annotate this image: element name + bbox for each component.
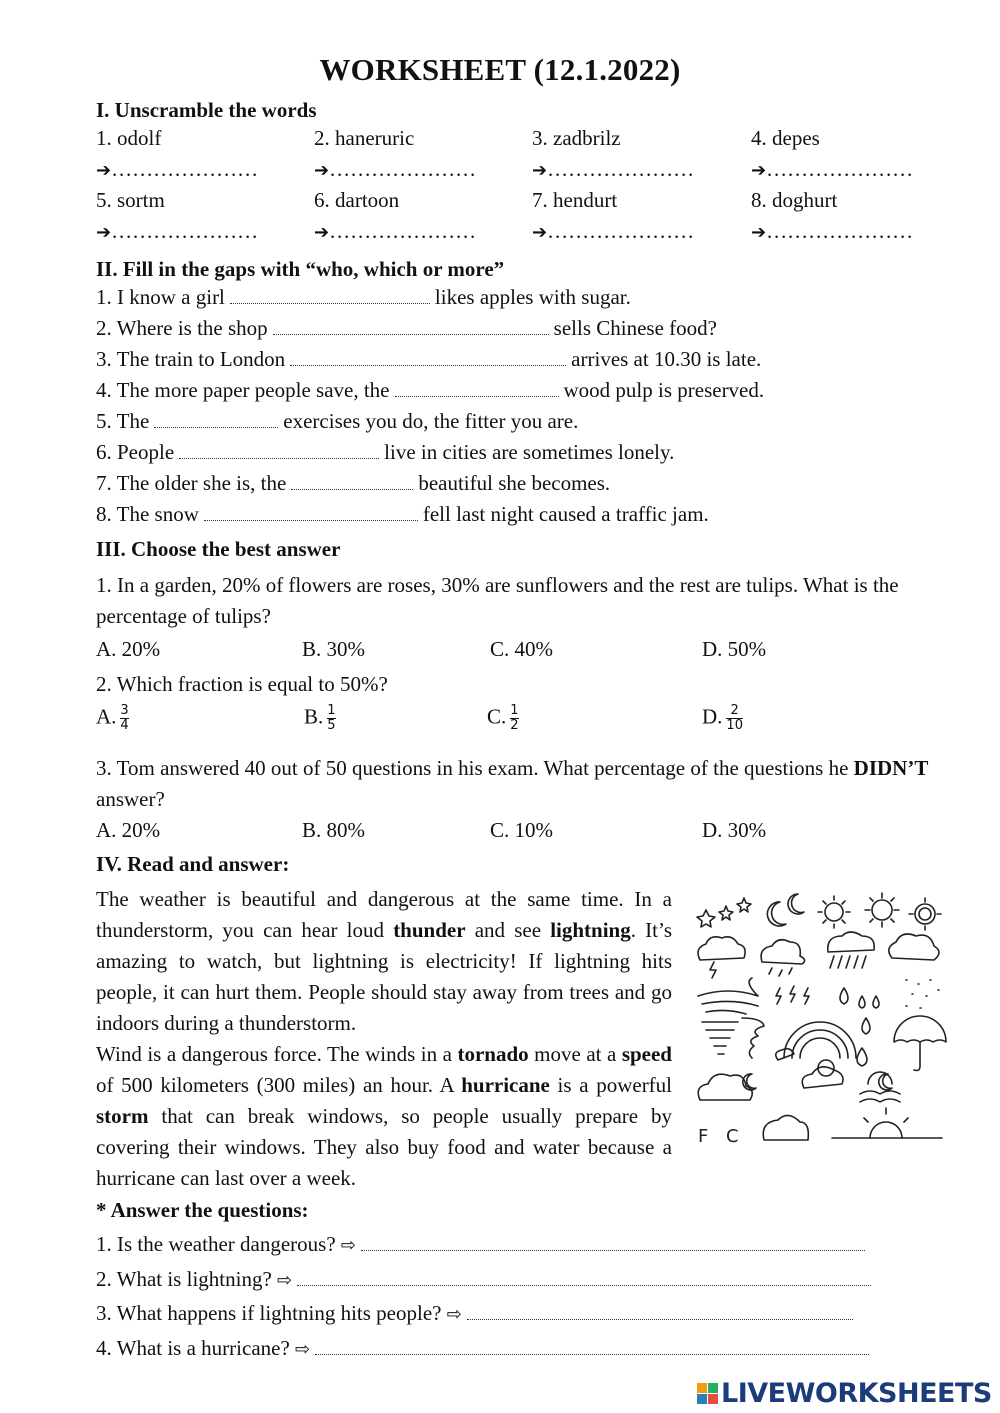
- q3-option-c[interactable]: C. 10%: [490, 818, 553, 842]
- gap-sentence-8: 8. The snow fell last night caused a traffic jam.: [96, 502, 709, 526]
- liveworksheets-logo: [697, 1378, 992, 1409]
- answer-8[interactable]: ➔…………………: [751, 219, 914, 243]
- mc-question-3: 3. Tom answered 40 out of 50 questions in his exam. What percentage of the questions he DIDN’T answer?: [96, 756, 929, 811]
- sun-icon: [818, 893, 941, 930]
- celsius-label: C: [726, 1126, 739, 1147]
- moon-icon: [767, 894, 804, 926]
- stars-icon: [697, 898, 751, 927]
- gap-input-4[interactable]: [395, 380, 559, 397]
- q2-option-d[interactable]: D. $\frac{2}{10}$: [702, 703, 743, 733]
- worksheet-title: WORKSHEET (12.1.2022): [319, 52, 681, 87]
- tornado-icon: [702, 1018, 764, 1058]
- section-2-heading: II. Fill in the gaps with “who, which or more”: [96, 257, 505, 281]
- section-4-heading: IV. Read and answer:: [96, 852, 290, 876]
- fahrenheit-label: F: [698, 1126, 709, 1147]
- logo-text: LIVEWORKSHEETS: [721, 1378, 992, 1409]
- gap-input-6[interactable]: [179, 442, 379, 459]
- section-3-heading: III. Choose the best answer: [96, 537, 341, 561]
- gap-input-5[interactable]: [154, 411, 278, 428]
- q2-option-c[interactable]: C. $\frac{1}{2}$: [487, 703, 519, 733]
- section-1-heading: I. Unscramble the words: [96, 98, 317, 122]
- word-1: 1. odolf: [96, 126, 162, 150]
- gap-input-8[interactable]: [204, 504, 418, 521]
- gap-sentence-6: 6. People live in cities are sometimes lonely.: [96, 440, 675, 464]
- water-drop-icon: [857, 1018, 870, 1066]
- word-3: 3. zadbrilz: [532, 126, 621, 150]
- open-question-2: 2. What is lightning? ⇨: [96, 1267, 876, 1292]
- word-4: 4. depes: [751, 126, 820, 150]
- cloud-icon: [698, 1060, 900, 1102]
- wind-icon: [698, 978, 758, 1014]
- passage-paragraph-2: Wind is a dangerous force. The winds in a tornado move at a speed of 500 kilometers (300 miles) an hour. A hurricane is a powerful storm that can break windows, so people usually prepare by covering their windows. They also buy food and water because a hurricane can last over a week.: [96, 1042, 673, 1190]
- answer-3[interactable]: ➔…………………: [532, 157, 695, 181]
- mc-question-2: 2. Which fraction is equal to 50%?: [96, 672, 388, 696]
- fraction-2-10: $\frac{2}{10}$: [726, 703, 743, 733]
- gap-input-3[interactable]: [290, 349, 566, 366]
- q3-option-b[interactable]: B. 80%: [302, 818, 365, 842]
- open-answer-2[interactable]: [297, 1269, 871, 1286]
- answer-5[interactable]: ➔…………………: [96, 219, 259, 243]
- word-8: 8. doghurt: [751, 188, 838, 212]
- lightning-icon: [776, 986, 809, 1004]
- mc-question-1: 1. In a garden, 20% of flowers are roses, 30% are sunflowers and the rest are tulips. What is the percentage of tulips?: [96, 573, 899, 628]
- word-6: 6. dartoon: [314, 188, 400, 212]
- umbrella-icon: [894, 1016, 946, 1071]
- gap-sentence-2: 2. Where is the shop sells Chinese food?: [96, 316, 717, 340]
- open-question-3: 3. What happens if lightning hits people? ⇨: [96, 1301, 858, 1326]
- raindrop-icon: [840, 980, 939, 1008]
- storm-cloud-icon: [698, 932, 939, 978]
- word-7: 7. hendurt: [532, 188, 618, 212]
- answer-1[interactable]: ➔…………………: [96, 157, 259, 181]
- weather-doodles-image: [692, 888, 954, 1150]
- passage-paragraph-1: The weather is beautiful and dangerous at the same time. In a thunderstorm, you can hear loud thunder and see lightning. It’s amazing to watch, but lightning is electricity! If lightning hits people, it can hurt them. People should stay away from trees and go indoors during a thunderstorm.: [96, 887, 672, 1035]
- q3-option-d[interactable]: D. 30%: [702, 818, 767, 842]
- q1-option-a[interactable]: A. 20%: [96, 637, 161, 661]
- q1-option-b[interactable]: B. 30%: [302, 637, 365, 661]
- answer-6[interactable]: ➔…………………: [314, 219, 477, 243]
- gap-input-7[interactable]: [291, 473, 413, 490]
- sunset-icon: [763, 1108, 942, 1140]
- q3-option-a[interactable]: A. 20%: [96, 818, 161, 842]
- answer-questions-heading: * Answer the questions:: [96, 1198, 309, 1222]
- gap-sentence-7: 7. The older she is, the beautiful she becomes.: [96, 471, 611, 495]
- fraction-1-5: $\frac{1}{5}$: [327, 703, 336, 733]
- open-answer-3[interactable]: [467, 1303, 853, 1320]
- open-question-1: 1. Is the weather dangerous? ⇨: [96, 1232, 870, 1257]
- answer-2[interactable]: ➔…………………: [314, 157, 477, 181]
- gap-input-2[interactable]: [273, 318, 549, 335]
- gap-input-1[interactable]: [230, 287, 430, 304]
- q1-option-c[interactable]: C. 40%: [490, 637, 553, 661]
- fraction-1-2: $\frac{1}{2}$: [510, 703, 519, 733]
- answer-7[interactable]: ➔…………………: [532, 219, 695, 243]
- reading-passage: [96, 884, 672, 1194]
- q1-option-d[interactable]: D. 50%: [702, 637, 767, 661]
- word-2: 2. haneruric: [314, 126, 415, 150]
- answer-4[interactable]: ➔…………………: [751, 157, 914, 181]
- logo-squares-icon: [697, 1383, 718, 1404]
- gap-sentence-3: 3. The train to London arrives at 10.30 is late.: [96, 347, 762, 371]
- open-answer-1[interactable]: [361, 1234, 865, 1251]
- gap-sentence-1: 1. I know a girl likes apples with sugar.: [96, 285, 631, 309]
- word-5: 5. sortm: [96, 188, 165, 212]
- gap-sentence-5: 5. The exercises you do, the fitter you are.: [96, 409, 579, 433]
- q2-option-a[interactable]: A. $\frac{3}{4}$: [96, 703, 129, 733]
- fraction-3-4: $\frac{3}{4}$: [120, 703, 129, 733]
- gap-sentence-4: 4. The more paper people save, the wood pulp is preserved.: [96, 378, 765, 402]
- open-answer-4[interactable]: [315, 1338, 869, 1355]
- q2-option-b[interactable]: B. $\frac{1}{5}$: [304, 703, 336, 733]
- rainbow-icon: [776, 1022, 856, 1060]
- open-question-4: 4. What is a hurricane? ⇨: [96, 1336, 874, 1361]
